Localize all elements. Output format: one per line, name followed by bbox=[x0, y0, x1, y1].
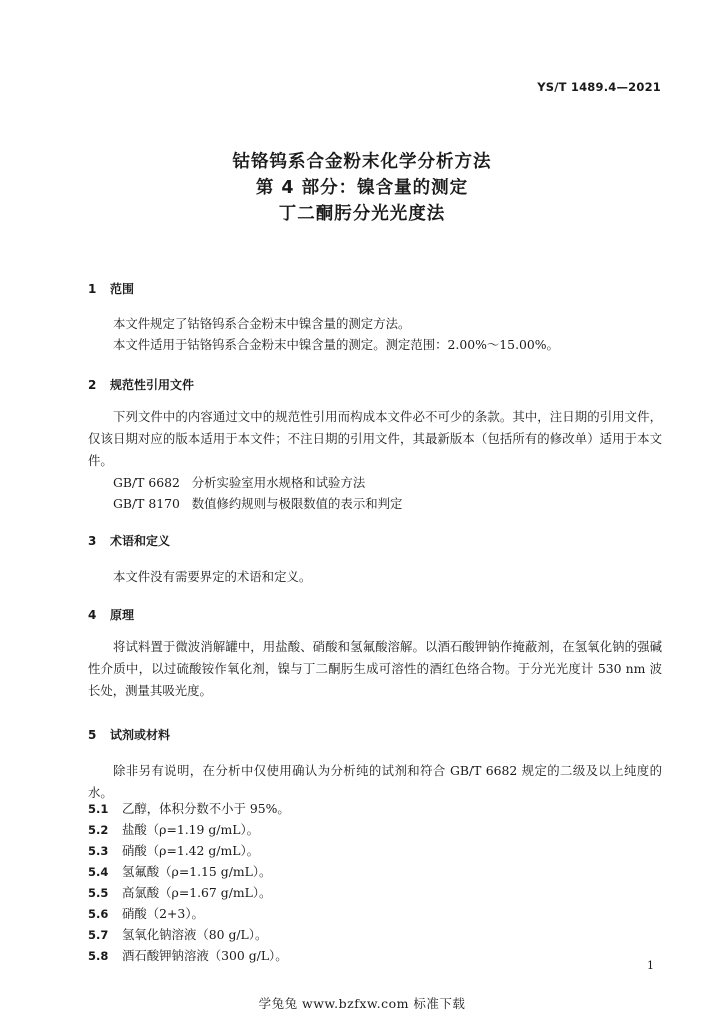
title-line-2: 第 4 部分：镍含量的测定 bbox=[255, 178, 469, 198]
item-number: 5.3 bbox=[88, 844, 109, 858]
reagent-item bbox=[88, 904, 204, 922]
terms-paragraph: 本文件没有需要界定的术语和定义。 bbox=[113, 569, 312, 584]
principle-paragraph: 将试料置于微波消解罐中，用盐酸、硝酸和氢氟酸溶解。以酒石酸钾钠作掩蔽剂，在氢氧化钠的强碱性介质中，以过硫酸铵作氧化剂，镍与丁二酮肟生成可溶性的酒红色络合物。于分光光度计 530 nm 波长处，测量其吸光度。 bbox=[88, 639, 662, 698]
title-line-3: 丁二酮肟分光光度法 bbox=[278, 204, 446, 224]
normative-references-paragraph: 下列文件中的内容通过文中的规范性引用而构成本文件必不可少的条款。其中，注日期的引用文件，仅该日期对应的版本适用于本文件；不注日期的引用文件，其最新版本（包括所有的修改单）适用于本文件。 bbox=[88, 409, 662, 468]
reagent-item bbox=[88, 946, 288, 964]
item-text: 氢氟酸（ρ=1.15 g/mL）。 bbox=[122, 864, 272, 879]
item-number: 5.6 bbox=[88, 907, 109, 921]
scope-paragraph-1: 本文件规定了钴铬钨系合金粉末中镍含量的测定方法。 bbox=[113, 316, 411, 331]
section-2-heading bbox=[88, 376, 194, 393]
reagent-item bbox=[88, 925, 267, 943]
item-number: 5.4 bbox=[88, 865, 109, 879]
reference-code: GB/T 6682 bbox=[113, 475, 180, 490]
reference-item bbox=[113, 494, 402, 512]
reference-code: GB/T 8170 bbox=[113, 496, 180, 511]
item-text: 硝酸（2+3）。 bbox=[122, 906, 204, 921]
reagent-item bbox=[88, 862, 271, 880]
section-5-heading bbox=[88, 726, 170, 743]
item-number: 5.2 bbox=[88, 823, 109, 837]
footer-watermark: 学兔兔 www.bzfxw.com 标准下载 bbox=[258, 996, 466, 1011]
section-title: 试剂或材料 bbox=[110, 728, 171, 742]
reference-item bbox=[113, 473, 365, 491]
section-1-heading bbox=[88, 280, 134, 297]
scope-paragraph-2: 本文件适用于钴铬钨系合金粉末中镍含量的测定。测定范围：2.00%～15.00%。 bbox=[113, 337, 559, 352]
section-title: 规范性引用文件 bbox=[110, 378, 195, 392]
reagent-item bbox=[88, 820, 259, 838]
item-text: 盐酸（ρ=1.19 g/mL）。 bbox=[122, 822, 260, 837]
title-line-1: 钴铬钨系合金粉末化学分析方法 bbox=[232, 152, 492, 172]
standard-code: YS/T 1489.4—2021 bbox=[537, 80, 661, 94]
item-number: 5.1 bbox=[88, 802, 109, 816]
section-title: 术语和定义 bbox=[110, 534, 171, 548]
reagents-intro-paragraph: 除非另有说明，在分析中仅使用确认为分析纯的试剂和符合 GB/T 6682 规定的二级及以上纯度的水。 bbox=[88, 763, 662, 800]
section-3-heading bbox=[88, 532, 170, 549]
reference-title: 数值修约规则与极限数值的表示和判定 bbox=[191, 496, 403, 511]
reagent-item bbox=[88, 841, 259, 859]
reference-title: 分析实验室用水规格和试验方法 bbox=[191, 475, 366, 490]
reagent-item bbox=[88, 799, 290, 817]
section-number: 3 bbox=[88, 534, 97, 548]
item-text: 乙醇，体积分数不小于 95%。 bbox=[122, 801, 290, 816]
item-text: 酒石酸钾钠溶液（300 g/L）。 bbox=[122, 948, 288, 963]
item-text: 硝酸（ρ=1.42 g/mL）。 bbox=[122, 843, 260, 858]
section-title: 范围 bbox=[110, 282, 135, 296]
item-number: 5.7 bbox=[88, 928, 109, 942]
section-number: 1 bbox=[88, 282, 97, 296]
section-number: 4 bbox=[88, 608, 97, 622]
page-number: 1 bbox=[647, 959, 654, 972]
section-title: 原理 bbox=[110, 608, 135, 622]
item-text: 高氯酸（ρ=1.67 g/mL）。 bbox=[122, 885, 272, 900]
section-number: 2 bbox=[88, 378, 97, 392]
item-number: 5.5 bbox=[88, 886, 109, 900]
section-4-heading bbox=[88, 606, 134, 623]
section-number: 5 bbox=[88, 728, 97, 742]
reagent-item bbox=[88, 883, 271, 901]
item-number: 5.8 bbox=[88, 949, 109, 963]
item-text: 氢氧化钠溶液（80 g/L）。 bbox=[122, 927, 268, 942]
